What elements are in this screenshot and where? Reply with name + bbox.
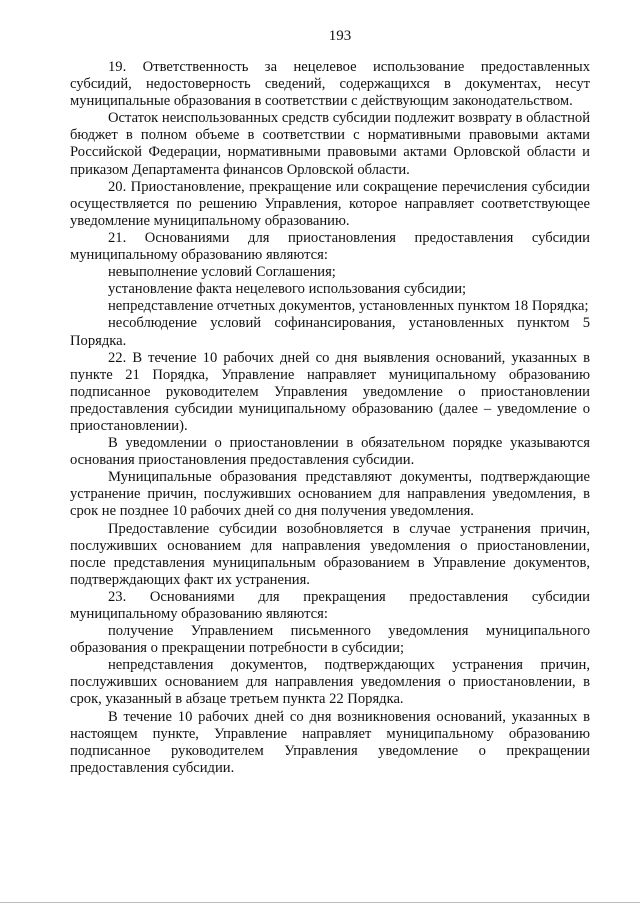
paragraph-20: 20. Приостановление, прекращение или сокращение перечисления субсидии осуществляется по решению Управления, которое направляет соответствующее уведомление муниципальному образованию.: [70, 178, 590, 229]
paragraph-22: 22. В течение 10 рабочих дней со дня выявления оснований, указанных в пункте 21 Порядка, Управление направляет муниципальному образованию подписанное руководителем Управления уведомление о приостановлении предоставления субсидии муниципальному образованию (далее – уведомление о приостановлении).: [70, 349, 590, 434]
paragraph-19: 19. Ответственность за нецелевое использование предоставленных субсидий, недостоверность сведений, содержащихся в документах, несут муниципальные образования в соответствии с действующим законодательством.: [70, 59, 590, 110]
paragraph-23: 23. Основаниями для прекращения предоставления субсидии муниципальному образованию являются:: [70, 588, 590, 622]
list-item-written-notice: получение Управлением письменного уведомления муниципального образования о прекращении потребности в субсидии;: [70, 623, 590, 657]
list-item-non-submission: непредставления документов, подтверждающих устранения причин, послуживших основанием для направления уведомления о приостановлении, в срок, указанный в абзаце третьем пункта 22 Порядка.: [70, 657, 590, 708]
list-item-agreement: невыполнение условий Соглашения;: [108, 264, 336, 281]
list-item-reports: непредставление отчетных документов, установленных пунктом 18 Порядка;: [108, 298, 589, 315]
document-body: [70, 59, 590, 777]
paragraph-documents: Муниципальные образования представляют документы, подтверждающие устранение причин, послуживших основанием для направления уведомления, в срок не позднее 10 рабочих дней со дня получения уведомления.: [70, 469, 590, 520]
paragraph-notice-grounds: В уведомлении о приостановлении в обязательном порядке указываются основания приостановления предоставления субсидии.: [70, 435, 590, 469]
bottom-rule: [0, 902, 640, 903]
list-item-cofinancing: несоблюдение условий софинансирования, установленных пунктом 5 Порядка.: [70, 315, 590, 349]
page-number: 193: [328, 28, 352, 44]
paragraph-termination-notice: В течение 10 рабочих дней со дня возникновения оснований, указанных в настоящем пункте, Управление направляет муниципальному образованию подписанное руководителем Управления уведомление о прекращении предоставления субсидии.: [70, 708, 590, 776]
paragraph-unused-funds: Остаток неиспользованных средств субсидии подлежит возврату в областной бюджет в полном объеме в соответствии с нормативными правовыми актами Российской Федерации, нормативными правовыми актами Орловской области и приказом Департамента финансов Орловской области.: [70, 110, 591, 178]
paragraph-21: 21. Основаниями для приостановления предоставления субсидии муниципальному образованию являются:: [70, 229, 590, 264]
paragraph-resumption: Предоставление субсидии возобновляется в случае устранения причин, послуживших основанием для направления уведомления о приостановлении, после представления муниципальным образованием в Управление документов, подтверждающих факт их устранения.: [70, 520, 590, 588]
list-item-misuse: установление факта нецелевого использования субсидии;: [108, 281, 467, 298]
